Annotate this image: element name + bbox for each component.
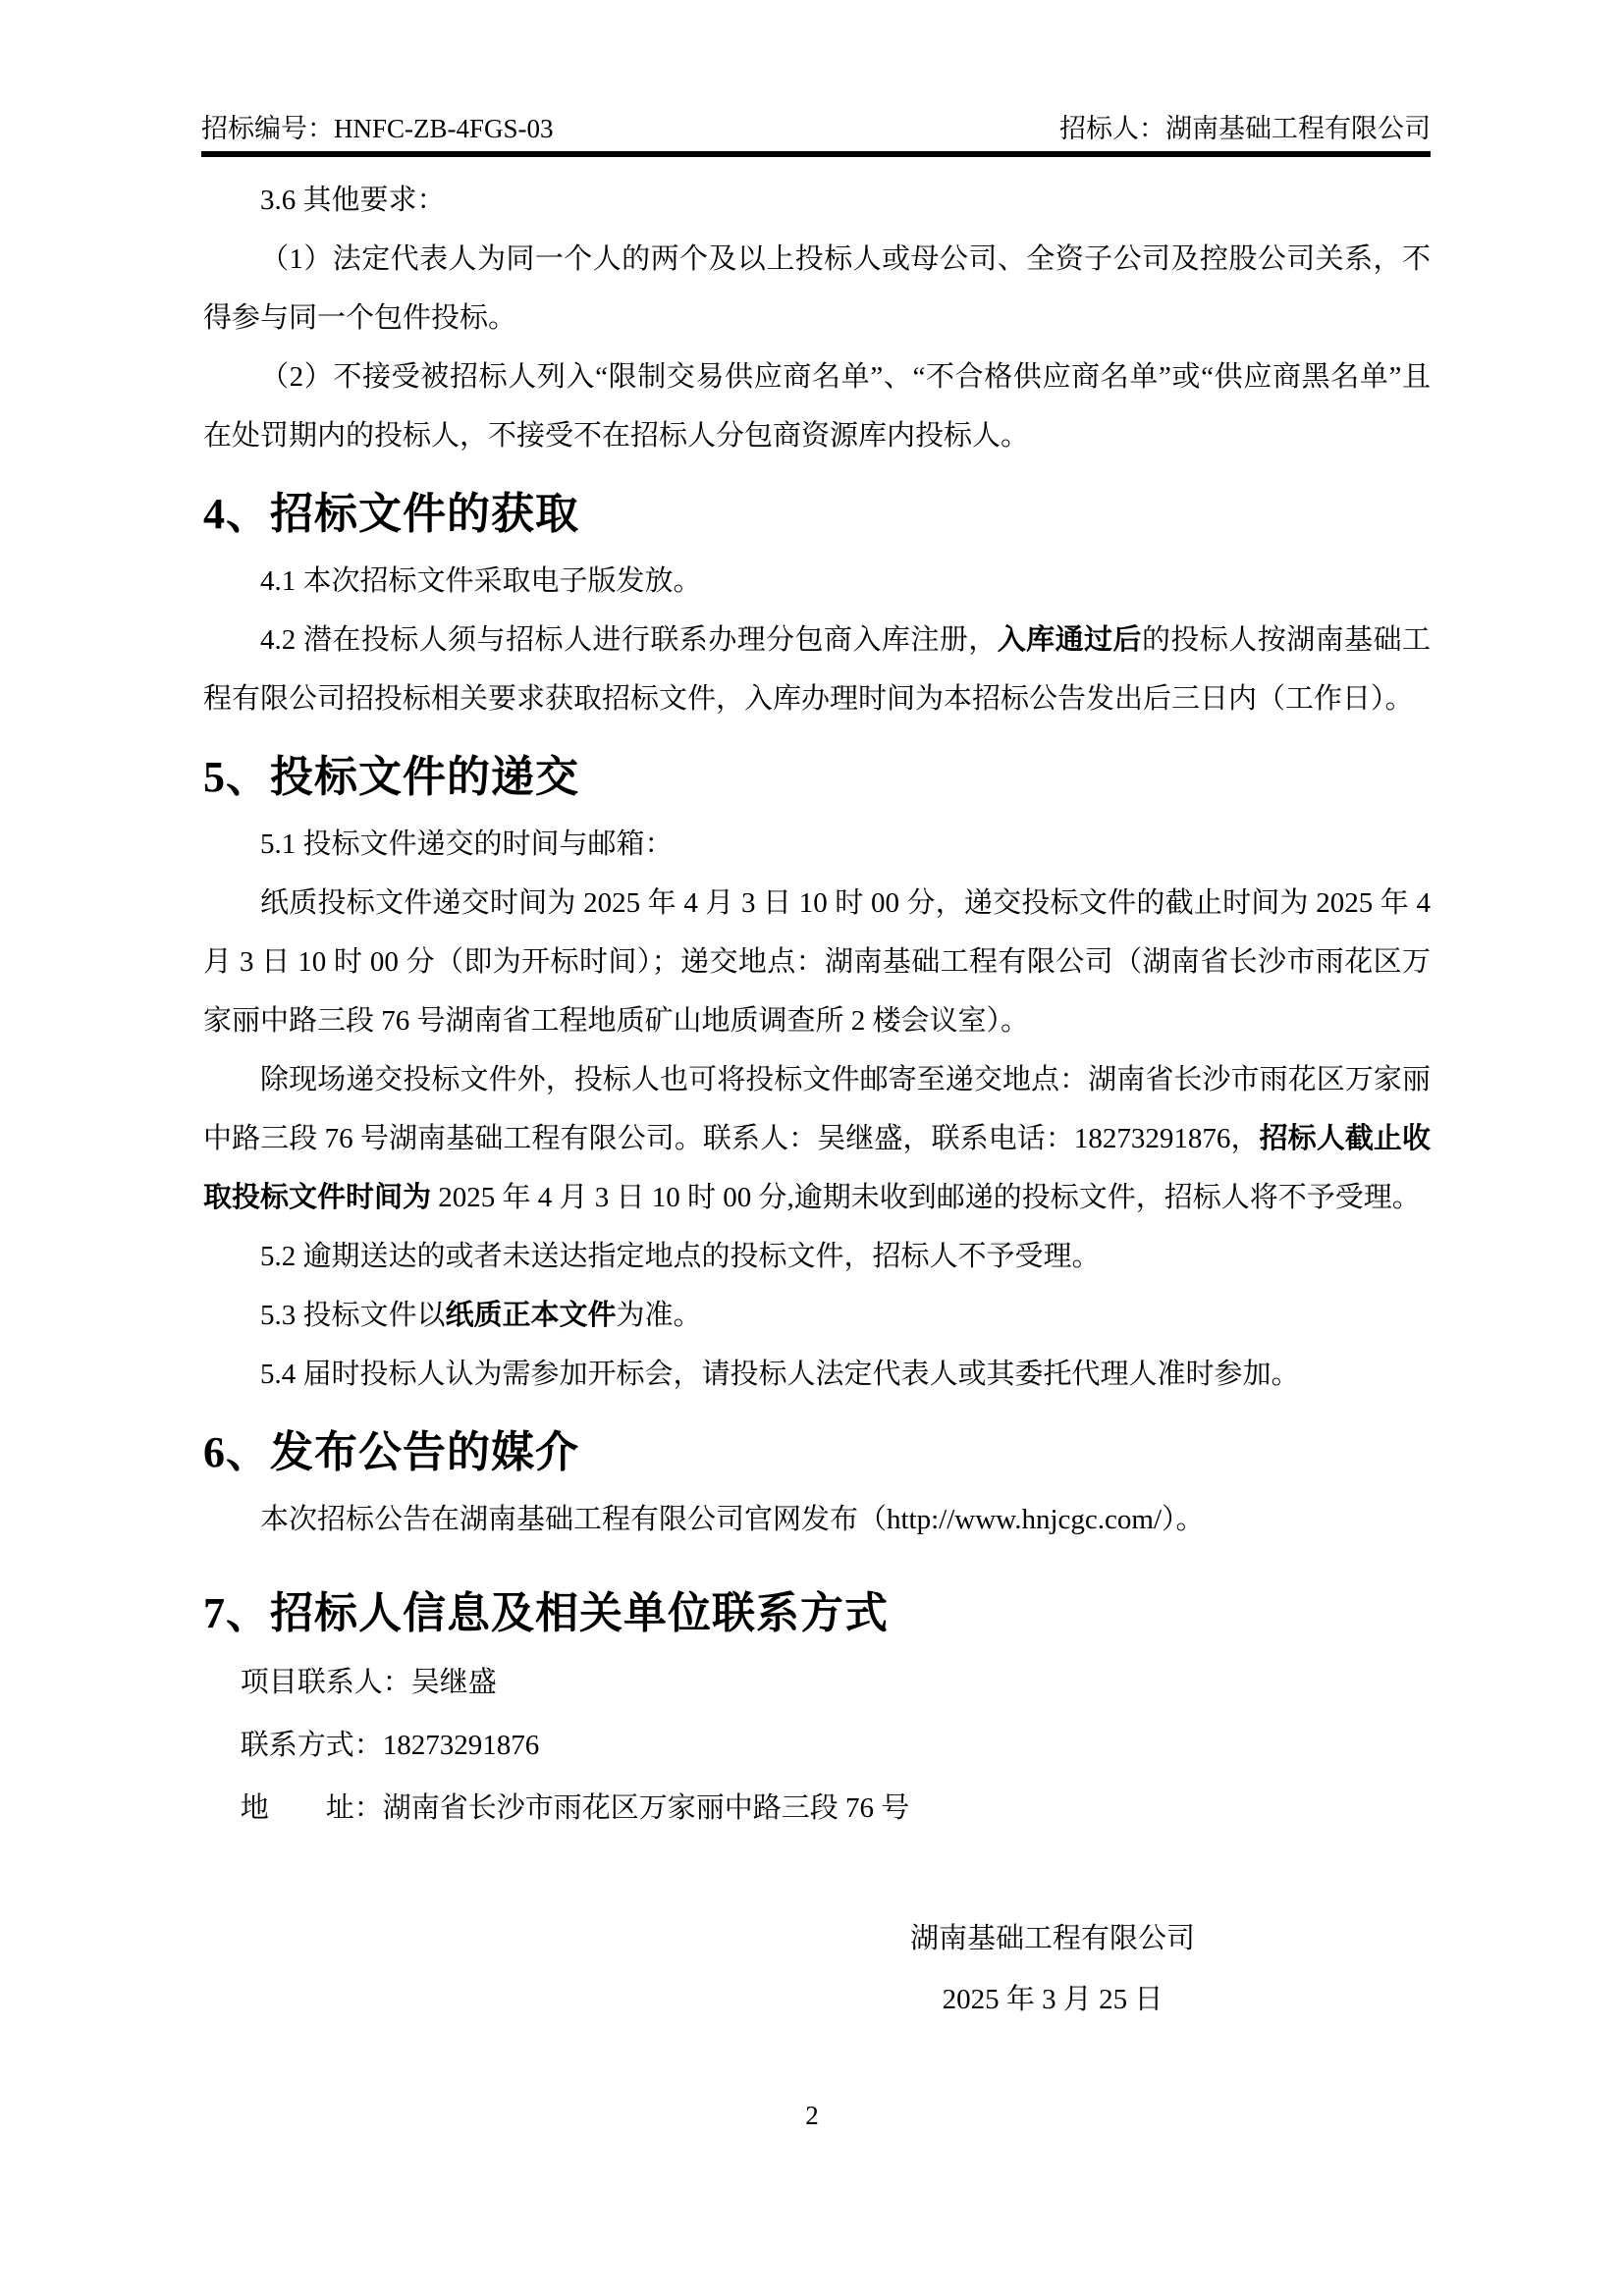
page-number: 2 <box>805 2101 819 2130</box>
contact-phone: 联系方式：18273291876 <box>240 1730 540 1761</box>
para-4-2-text: 4.2 潜在投标人须与招标人进行联系办理分包商入库注册， <box>260 624 998 656</box>
para-5-1: 5.1 投标文件递交的时间与邮箱： <box>260 828 674 860</box>
para-4-2 <box>203 611 1431 728</box>
section-7-heading: 7、招标人信息及相关单位联系方式 <box>203 1589 889 1637</box>
signature-company: 湖南基础工程有限公司 <box>909 1923 1195 1954</box>
signature-inner <box>910 1908 1195 2030</box>
para-5-3-text-cont: 为准。 <box>616 1300 702 1331</box>
para-5-mailing-text-cont: 2025 年 4 月 3 日 10 时 00 分,逾期未收到邮递的投标文件，招标人将不予受理。 <box>431 1182 1421 1213</box>
signature-block <box>203 1908 1195 2030</box>
tenderee-name: 招标人：湖南基础工程有限公司 <box>1059 114 1431 143</box>
contact-person: 项目联系人：吴继盛 <box>240 1667 497 1698</box>
contact-address: 地 址：湖南省长沙市雨花区万家丽中路三段 76 号 <box>240 1792 910 1824</box>
para-5-mailing <box>203 1050 1431 1227</box>
section-6-heading: 6、发布公告的媒介 <box>203 1428 579 1476</box>
para-3-6-item-2: （2）不接受被招标人列入“限制交易供应商名单”、“不合格供应商名单”或“供应商黑名单”且在处罚期内的投标人，不接受不在招标人分包商资源库内投标人。 <box>203 361 1431 452</box>
para-5-3 <box>203 1286 1431 1345</box>
para-5-3-bold: 纸质正本文件 <box>445 1300 617 1331</box>
section-5-heading: 5、投标文件的递交 <box>203 753 579 801</box>
contact-block <box>203 1651 1431 1840</box>
para-4-1: 4.1 本次招标文件采取电子版发放。 <box>260 565 702 597</box>
document-body <box>203 171 1431 2030</box>
para-4-2-text-cont: 的投标人按湖南基础工程有限公司招投标相关要求获取招标文件，入库办理时间为本招标公告发出后三日内（工作日）。 <box>203 624 1431 715</box>
para-3-6-intro: 3.6 其他要求： <box>260 185 446 216</box>
para-5-3-text: 5.3 投标文件以 <box>260 1300 446 1331</box>
page-header <box>201 112 1431 157</box>
para-4-2-bold: 入库通过后 <box>997 624 1142 656</box>
para-6-media: 本次招标公告在湖南基础工程有限公司官网发布（http://www.hnjcgc.com/）。 <box>260 1504 1205 1535</box>
para-3-6-item-1: （1）法定代表人为同一个人的两个及以上投标人或母公司、全资子公司及控股公司关系，不得参与同一个包件投标。 <box>203 243 1431 334</box>
para-5-2: 5.2 逾期送达的或者未送达指定地点的投标文件，招标人不予受理。 <box>260 1241 1101 1272</box>
para-5-4: 5.4 届时投标人认为需参加开标会，请投标人法定代表人或其委托代理人准时参加。 <box>260 1359 1300 1390</box>
section-4-heading: 4、招标文件的获取 <box>203 490 579 538</box>
tender-number: 招标编号：HNFC-ZB-4FGS-03 <box>201 114 554 143</box>
para-5-mailing-bold: 招标人截止收取投标文件时间为 <box>203 1123 1431 1213</box>
para-5-mailing-text: 除现场递交投标文件外，投标人也可将投标文件邮寄至递交地点：湖南省长沙市雨花区万家丽中路三段 76 号湖南基础工程有限公司。联系人：吴继盛，联系电话：18273291876， <box>203 1064 1431 1154</box>
signature-date: 2025 年 3 月 25 日 <box>942 1984 1164 2015</box>
para-5-submission-time: 纸质投标文件递交时间为 2025 年 4 月 3 日 10 时 00 分，递交投标文件的截止时间为 2025 年 4 月 3 日 10 时 00 分（即为开标时间）；递交地点：湖南基础工程有限公司（湖南省长沙市雨花区万家丽中路三段 76 号湖南省工程地质矿山地质调查所 2 楼会议室）。 <box>203 887 1431 1037</box>
